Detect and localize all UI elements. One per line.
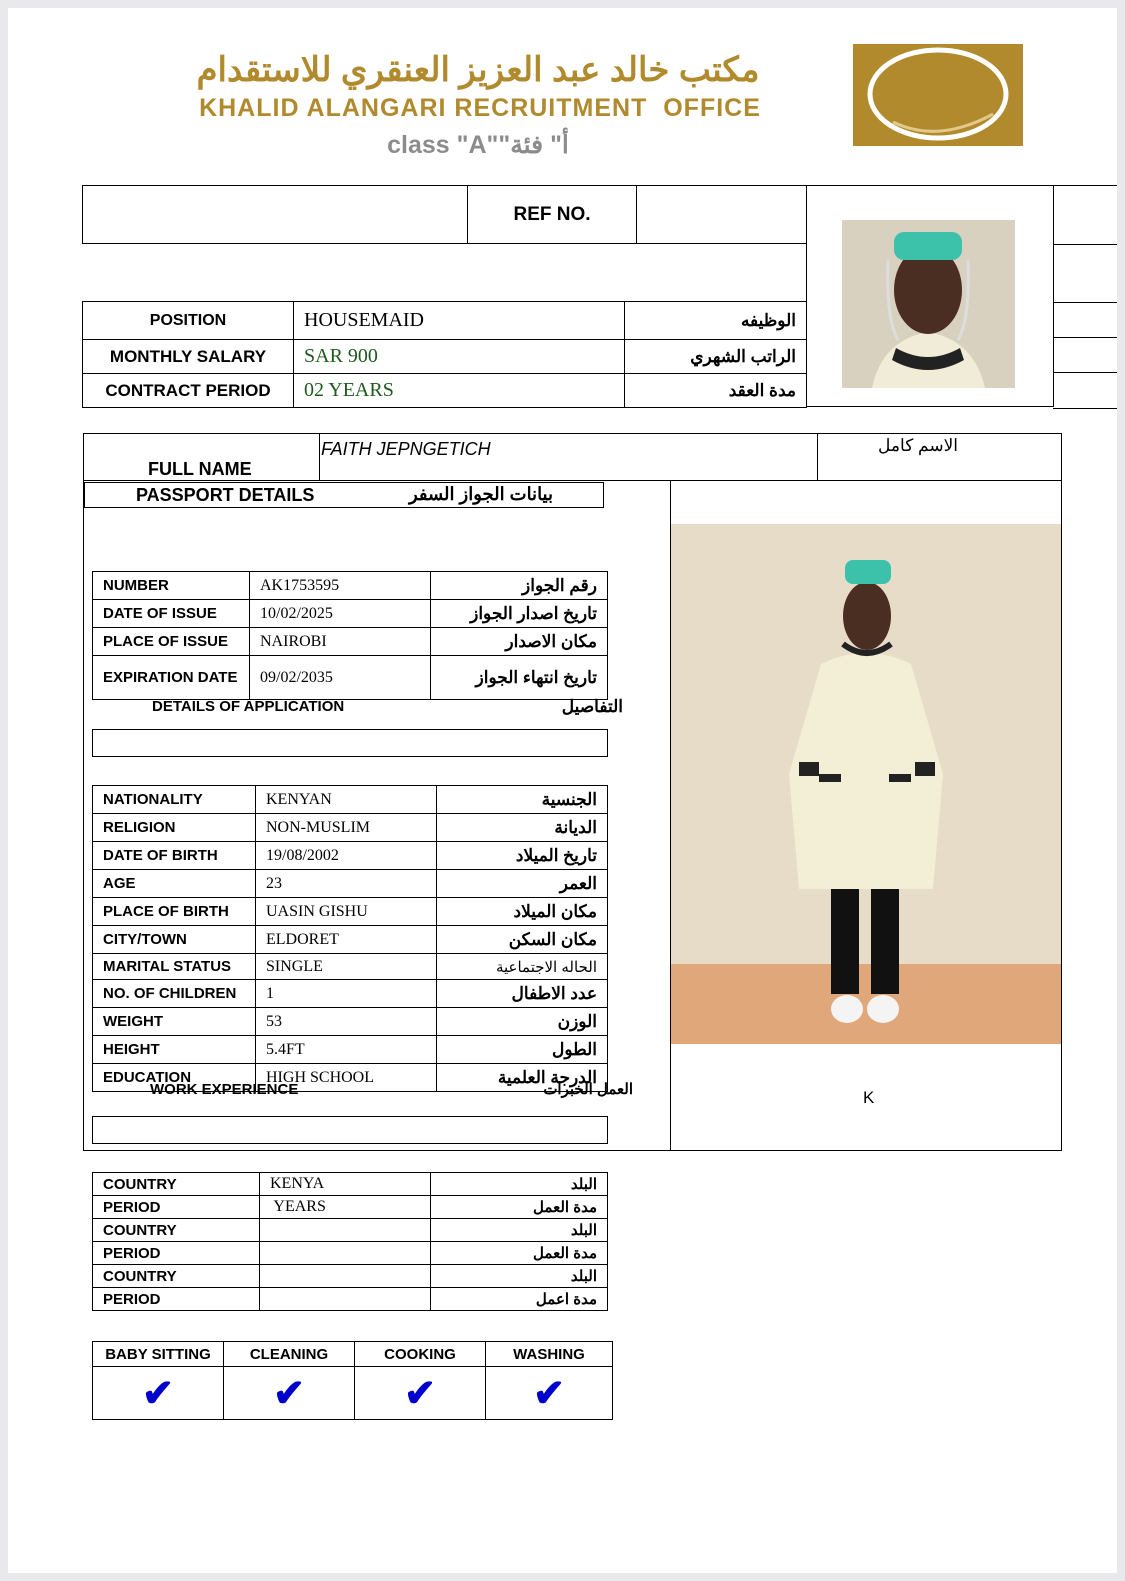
application-blank-box (92, 729, 608, 757)
religion-value: NON-MUSLIM (256, 814, 437, 842)
cv-page (8, 8, 1117, 1573)
issue-date-ar: تاريخ اصدار الجواز (431, 600, 608, 628)
photo-caption: K (863, 1088, 875, 1107)
skill-cleaning-label: CLEANING (224, 1342, 355, 1367)
position-label: POSITION (83, 302, 294, 340)
work-country-3-value (260, 1265, 431, 1288)
issue-place-value: NAIROBI (250, 628, 431, 656)
work-period-2-value (260, 1242, 431, 1265)
work-experience-blank-box (92, 1116, 608, 1144)
height-value: 5.4FT (256, 1036, 437, 1064)
age-label: AGE (93, 870, 256, 898)
right-edge-lines (1053, 185, 1117, 409)
salary-value: SAR 900 (294, 340, 625, 374)
city-value: ELDORET (256, 926, 437, 954)
work-period-1-value: YEARS (260, 1196, 431, 1219)
work-period-3-ar: مدة اعمل (431, 1288, 608, 1311)
expiry-ar: تاريخ انتهاء الجواز (431, 656, 608, 700)
work-country-2-value (260, 1219, 431, 1242)
children-value: 1 (256, 980, 437, 1008)
passport-number-label: NUMBER (93, 572, 250, 600)
skills-table (92, 1341, 613, 1420)
contract-label: CONTRACT PERIOD (83, 374, 294, 408)
height-ar: الطول (437, 1036, 608, 1064)
expiry-value: 09/02/2035 (250, 656, 431, 700)
work-period-2-label: PERIOD (93, 1242, 260, 1265)
birthplace-ar: مكان الميلاد (437, 898, 608, 926)
job-table (82, 301, 807, 408)
position-value: HOUSEMAID (294, 302, 625, 340)
skill-washing-check-icon: ✔ (486, 1367, 613, 1420)
skill-baby-sitting-check-icon: ✔ (93, 1367, 224, 1420)
birthplace-label: PLACE OF BIRTH (93, 898, 256, 926)
application-title-ar: التفاصيل (561, 697, 623, 716)
skill-baby-sitting-label: BABY SITTING (93, 1342, 224, 1367)
application-title: DETAILS OF APPLICATION (152, 698, 345, 715)
ref-empty-cell (82, 185, 468, 244)
full-name-divider-2 (817, 433, 818, 481)
office-logo (853, 44, 1023, 146)
passport-table (92, 571, 608, 700)
age-ar: العمر (437, 870, 608, 898)
issue-date-value: 10/02/2025 (250, 600, 431, 628)
salary-label-ar: الراتب الشهري (625, 340, 807, 374)
work-country-2-label: COUNTRY (93, 1219, 260, 1242)
work-country-1-label: COUNTRY (93, 1173, 260, 1196)
full-name-label-ar: الاسم كامل (878, 436, 958, 455)
nationality-label: NATIONALITY (93, 786, 256, 814)
children-ar: عدد الاطفال (437, 980, 608, 1008)
marital-ar: الحاله الاجتماعية (437, 954, 608, 980)
religion-label: RELIGION (93, 814, 256, 842)
nationality-value: KENYAN (256, 786, 437, 814)
skill-cooking-check-icon: ✔ (355, 1367, 486, 1420)
marital-value: SINGLE (256, 954, 437, 980)
work-period-1-label: PERIOD (93, 1196, 260, 1219)
application-table (92, 785, 608, 1092)
weight-value: 53 (256, 1008, 437, 1036)
passport-number-ar: رقم الجواز (431, 572, 608, 600)
passport-title-ar: بيانات الجواز السفر (408, 484, 553, 504)
work-period-2-ar: مدة العمل (431, 1242, 608, 1265)
dob-label: DATE OF BIRTH (93, 842, 256, 870)
passport-number-value: AK1753595 (250, 572, 431, 600)
city-label: CITY/TOWN (93, 926, 256, 954)
marital-label: MARITAL STATUS (93, 954, 256, 980)
position-label-ar: الوظيفه (625, 302, 807, 340)
work-experience-title-ar: العمل الخبرات (543, 1081, 633, 1098)
full-name-value: FAITH JEPNGETICH (321, 439, 491, 459)
dob-value: 19/08/2002 (256, 842, 437, 870)
weight-label: WEIGHT (93, 1008, 256, 1036)
office-title-arabic: مكتب خالد عبد العزيز العنقري للاستقدام (196, 51, 760, 89)
work-period-3-label: PERIOD (93, 1288, 260, 1311)
work-experience-table (92, 1172, 608, 1311)
full-body-photo (671, 524, 1061, 1044)
office-title-english: KHALID ALANGARI RECRUITMENT OFFICE (199, 94, 761, 122)
work-country-1-ar: البلد (431, 1173, 608, 1196)
contract-value: 02 YEARS (294, 374, 625, 408)
ref-label: REF NO. (467, 185, 637, 244)
dob-ar: تاريخ الميلاد (437, 842, 608, 870)
religion-ar: الديانة (437, 814, 608, 842)
work-country-2-ar: البلد (431, 1219, 608, 1242)
full-name-divider-1 (319, 433, 320, 481)
work-period-1-ar: مدة العمل (431, 1196, 608, 1219)
office-class: class "A""أ" فئة (387, 131, 569, 159)
height-label: HEIGHT (93, 1036, 256, 1064)
contract-label-ar: مدة العقد (625, 374, 807, 408)
children-label: NO. OF CHILDREN (93, 980, 256, 1008)
passport-title: PASSPORT DETAILS (136, 485, 315, 505)
work-experience-title: WORK EXPERIENCE (150, 1081, 299, 1098)
salary-label: MONTHLY SALARY (83, 340, 294, 374)
education-label: EDUCATION (93, 1064, 256, 1092)
full-name-label: FULL NAME (148, 459, 252, 479)
issue-date-label: DATE OF ISSUE (93, 600, 250, 628)
work-country-3-ar: البلد (431, 1265, 608, 1288)
birthplace-value: UASIN GISHU (256, 898, 437, 926)
skill-cleaning-check-icon: ✔ (224, 1367, 355, 1420)
work-country-1-value: KENYA (260, 1173, 431, 1196)
education-ar: الدرجة العلمية (437, 1064, 608, 1092)
portrait-photo (842, 220, 1015, 388)
weight-ar: الوزن (437, 1008, 608, 1036)
work-country-3-label: COUNTRY (93, 1265, 260, 1288)
education-value: HIGH SCHOOL (256, 1064, 437, 1092)
age-value: 23 (256, 870, 437, 898)
ref-value (636, 185, 807, 244)
nationality-ar: الجنسية (437, 786, 608, 814)
skill-washing-label: WASHING (486, 1342, 613, 1367)
issue-place-label: PLACE OF ISSUE (93, 628, 250, 656)
skill-cooking-label: COOKING (355, 1342, 486, 1367)
city-ar: مكان السكن (437, 926, 608, 954)
issue-place-ar: مكان الاصدار (431, 628, 608, 656)
expiry-label: EXPIRATION DATE (93, 656, 250, 700)
work-period-3-value (260, 1288, 431, 1311)
